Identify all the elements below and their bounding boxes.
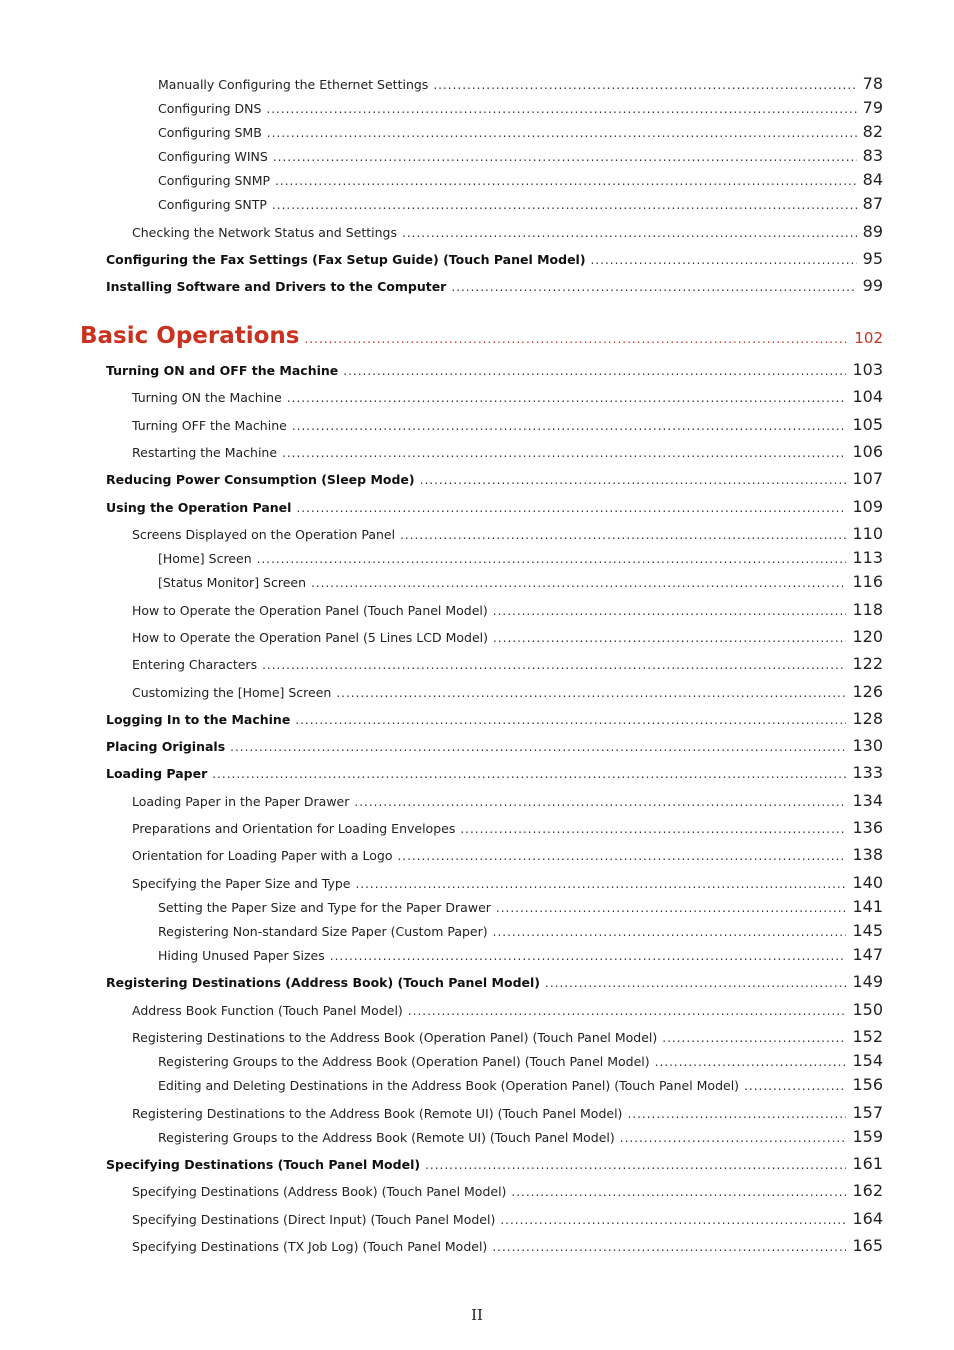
toc-entry-page: 126 bbox=[852, 682, 883, 701]
dot-leader bbox=[295, 714, 846, 726]
toc-entry-title: Using the Operation Panel bbox=[106, 500, 292, 515]
toc-entry[interactable] bbox=[132, 1209, 883, 1228]
toc-entry[interactable] bbox=[132, 1181, 883, 1200]
toc-entry-title: Specifying the Paper Size and Type bbox=[132, 876, 351, 891]
toc-entry-title: How to Operate the Operation Panel (Touch Panel Model) bbox=[132, 603, 488, 618]
toc-entry-title: Registering Destinations to the Address Book (Remote UI) (Touch Panel Model) bbox=[132, 1106, 623, 1121]
toc-entry[interactable] bbox=[158, 1127, 883, 1146]
toc-entry-page: 102 bbox=[854, 329, 883, 347]
toc-entry-title: Entering Characters bbox=[132, 657, 258, 672]
dot-leader bbox=[330, 950, 847, 962]
toc-entry-page: 134 bbox=[852, 791, 883, 810]
dot-leader bbox=[354, 796, 846, 808]
toc-entry[interactable] bbox=[132, 387, 883, 406]
toc-entry-page: 83 bbox=[862, 146, 883, 165]
toc-entry[interactable] bbox=[132, 442, 883, 461]
toc-entry-title: Registering Groups to the Address Book (Remote UI) (Touch Panel Model) bbox=[158, 1130, 615, 1145]
dot-leader bbox=[408, 1005, 847, 1017]
toc-entry-title: Specifying Destinations (Address Book) (Touch Panel Model) bbox=[132, 1184, 507, 1199]
toc-entry[interactable] bbox=[132, 627, 883, 646]
toc-entry[interactable] bbox=[132, 654, 883, 673]
dot-leader bbox=[500, 1214, 846, 1226]
toc-entry-page: 130 bbox=[852, 736, 883, 755]
toc-entry[interactable] bbox=[132, 873, 883, 892]
toc-entry[interactable] bbox=[132, 1236, 883, 1255]
dot-leader bbox=[287, 392, 847, 404]
chapter-heading[interactable] bbox=[80, 323, 883, 349]
toc-entry-title: Turning OFF the Machine bbox=[132, 418, 287, 433]
toc-entry-page: 133 bbox=[852, 763, 883, 782]
toc-entry[interactable] bbox=[106, 276, 883, 295]
toc-entry-page: 147 bbox=[852, 945, 883, 964]
toc-entry-title: Specifying Destinations (Touch Panel Model) bbox=[106, 1157, 421, 1172]
dot-leader bbox=[433, 79, 856, 91]
toc-entry[interactable] bbox=[106, 972, 883, 991]
toc-entry[interactable] bbox=[106, 249, 883, 268]
toc-entry[interactable] bbox=[158, 572, 883, 591]
toc-entry-page: 106 bbox=[852, 442, 883, 461]
dot-leader bbox=[620, 1132, 847, 1144]
toc-entry[interactable] bbox=[132, 1103, 883, 1122]
toc-entry[interactable] bbox=[106, 736, 883, 755]
toc-entry-page: 140 bbox=[852, 873, 883, 892]
dot-leader bbox=[257, 553, 847, 565]
dot-leader bbox=[311, 577, 846, 589]
toc-entry-page: 89 bbox=[862, 222, 883, 241]
toc-entry[interactable] bbox=[158, 1075, 883, 1094]
dot-leader bbox=[262, 659, 846, 671]
dot-leader bbox=[343, 365, 846, 377]
toc-entry-title: Preparations and Orientation for Loading Envelopes bbox=[132, 821, 456, 836]
dot-leader bbox=[545, 977, 846, 989]
toc-entry-page: 109 bbox=[852, 497, 883, 516]
toc-entry[interactable] bbox=[132, 415, 883, 434]
toc-entry-title: Basic Operations bbox=[80, 323, 300, 349]
toc-entry[interactable] bbox=[158, 548, 883, 567]
toc-entry-title: Installing Software and Drivers to the Computer bbox=[106, 279, 447, 294]
toc-entry-page: 87 bbox=[862, 194, 883, 213]
toc-entry-title: [Home] Screen bbox=[158, 551, 252, 566]
toc-entry-page: 118 bbox=[852, 600, 883, 619]
dot-leader bbox=[460, 823, 846, 835]
toc-entry-page: 99 bbox=[862, 276, 883, 295]
dot-leader bbox=[355, 878, 846, 890]
toc-entry-page: 128 bbox=[852, 709, 883, 728]
toc-entry[interactable] bbox=[158, 122, 883, 141]
toc-entry[interactable] bbox=[158, 170, 883, 189]
dot-leader bbox=[212, 768, 846, 780]
toc-entry[interactable] bbox=[158, 146, 883, 165]
toc-entry-page: 120 bbox=[852, 627, 883, 646]
dot-leader bbox=[402, 227, 857, 239]
toc-entry-page: 159 bbox=[852, 1127, 883, 1146]
dot-leader bbox=[493, 605, 847, 617]
dot-leader bbox=[272, 199, 857, 211]
toc-entry-title: [Status Monitor] Screen bbox=[158, 575, 307, 590]
toc-entry-title: Orientation for Loading Paper with a Logo bbox=[132, 848, 393, 863]
dot-leader bbox=[425, 1159, 846, 1171]
toc-entry-page: 79 bbox=[862, 98, 883, 117]
toc-entry[interactable] bbox=[158, 74, 883, 93]
toc-entry-title: Registering Groups to the Address Book (Operation Panel) (Touch Panel Model) bbox=[158, 1054, 650, 1069]
toc-entry-title: Registering Non-standard Size Paper (Custom Paper) bbox=[158, 924, 488, 939]
toc-entry-title: Specifying Destinations (Direct Input) (Touch Panel Model) bbox=[132, 1212, 496, 1227]
toc-entry-page: 157 bbox=[852, 1103, 883, 1122]
dot-leader bbox=[336, 687, 846, 699]
toc-entry-page: 136 bbox=[852, 818, 883, 837]
toc-entry-title: Placing Originals bbox=[106, 739, 226, 754]
dot-leader bbox=[230, 741, 846, 753]
dot-leader bbox=[627, 1108, 846, 1120]
toc-entry[interactable] bbox=[132, 845, 883, 864]
toc-entry[interactable] bbox=[106, 763, 883, 782]
toc-entry-page: 116 bbox=[852, 572, 883, 591]
toc-entry[interactable] bbox=[158, 945, 883, 964]
toc-entry[interactable] bbox=[132, 682, 883, 701]
toc-entry-title: Customizing the [Home] Screen bbox=[132, 685, 332, 700]
toc-entry-page: 84 bbox=[862, 170, 883, 189]
dot-leader bbox=[591, 254, 857, 266]
dot-leader bbox=[292, 420, 847, 432]
toc-entry-title: Configuring DNS bbox=[158, 101, 262, 116]
dot-leader bbox=[451, 281, 856, 293]
dot-leader bbox=[511, 1186, 846, 1198]
toc-entry-page: 82 bbox=[862, 122, 883, 141]
dot-leader bbox=[305, 333, 849, 345]
toc-entry[interactable] bbox=[132, 791, 883, 810]
toc-entry[interactable] bbox=[106, 469, 883, 488]
toc-entry-page: 150 bbox=[852, 1000, 883, 1019]
dot-leader bbox=[493, 632, 846, 644]
toc-entry-title: Setting the Paper Size and Type for the Paper Drawer bbox=[158, 900, 491, 915]
toc-entry-title: Turning ON the Machine bbox=[132, 390, 282, 405]
toc-entry[interactable] bbox=[132, 524, 883, 543]
toc-entry-title: Registering Destinations to the Address Book (Operation Panel) (Touch Panel Model) bbox=[132, 1030, 658, 1045]
toc-entry-title: Manually Configuring the Ethernet Settings bbox=[158, 77, 429, 92]
toc-entry[interactable] bbox=[132, 1000, 883, 1019]
toc-entry-title: Address Book Function (Touch Panel Model) bbox=[132, 1003, 403, 1018]
toc-entry[interactable] bbox=[106, 1154, 883, 1173]
toc-entry-page: 95 bbox=[862, 249, 883, 268]
toc-entry[interactable] bbox=[158, 921, 883, 940]
toc-entry-page: 161 bbox=[852, 1154, 883, 1173]
toc-entry[interactable] bbox=[158, 194, 883, 213]
dot-leader bbox=[492, 1241, 846, 1253]
toc-entry-page: 122 bbox=[852, 654, 883, 673]
toc-entry-page: 141 bbox=[852, 897, 883, 916]
dot-leader bbox=[744, 1080, 846, 1092]
toc-entry-title: Reducing Power Consumption (Sleep Mode) bbox=[106, 472, 415, 487]
toc-entry-page: 152 bbox=[852, 1027, 883, 1046]
toc-entry-title: Restarting the Machine bbox=[132, 445, 278, 460]
toc-entry-title: How to Operate the Operation Panel (5 Lines LCD Model) bbox=[132, 630, 488, 645]
toc-entry-page: 105 bbox=[852, 415, 883, 434]
toc-entry-title: Hiding Unused Paper Sizes bbox=[158, 948, 325, 963]
dot-leader bbox=[493, 926, 847, 938]
toc-entry[interactable] bbox=[106, 497, 883, 516]
toc-entry-page: 154 bbox=[852, 1051, 883, 1070]
toc-entry-page: 156 bbox=[852, 1075, 883, 1094]
toc-entry-title: Logging In to the Machine bbox=[106, 712, 291, 727]
toc-entry-page: 104 bbox=[852, 387, 883, 406]
toc-entry-page: 138 bbox=[852, 845, 883, 864]
toc-entry[interactable] bbox=[158, 1051, 883, 1070]
toc-entry-title: Configuring the Fax Settings (Fax Setup Guide) (Touch Panel Model) bbox=[106, 252, 586, 267]
toc-entry-title: Loading Paper bbox=[106, 766, 208, 781]
dot-leader bbox=[655, 1056, 847, 1068]
dot-leader bbox=[275, 175, 857, 187]
toc-entry-page: 78 bbox=[862, 74, 883, 93]
toc-entry-page: 145 bbox=[852, 921, 883, 940]
toc-entry[interactable] bbox=[158, 897, 883, 916]
dot-leader bbox=[420, 474, 847, 486]
dot-leader bbox=[266, 103, 856, 115]
toc-entry-title: Screens Displayed on the Operation Panel bbox=[132, 527, 396, 542]
toc-entry-title: Configuring SMB bbox=[158, 125, 262, 140]
toc-entry-title: Configuring SNMP bbox=[158, 173, 271, 188]
dot-leader bbox=[267, 127, 857, 139]
toc-entry-title: Specifying Destinations (TX Job Log) (Touch Panel Model) bbox=[132, 1239, 488, 1254]
toc-entry[interactable] bbox=[158, 98, 883, 117]
dot-leader bbox=[400, 529, 846, 541]
toc-entry-page: 162 bbox=[852, 1181, 883, 1200]
toc-entry[interactable] bbox=[132, 600, 883, 619]
toc-entry[interactable] bbox=[106, 709, 883, 728]
toc-entry-page: 110 bbox=[852, 524, 883, 543]
toc-entry[interactable] bbox=[132, 222, 883, 241]
dot-leader bbox=[662, 1032, 846, 1044]
toc-entry-page: 107 bbox=[852, 469, 883, 488]
dot-leader bbox=[496, 902, 847, 914]
toc-entry[interactable] bbox=[132, 1027, 883, 1046]
toc-entry-page: 164 bbox=[852, 1209, 883, 1228]
toc-entry-title: Turning ON and OFF the Machine bbox=[106, 363, 339, 378]
toc-entry-page: 165 bbox=[852, 1236, 883, 1255]
toc-entry-title: Editing and Deleting Destinations in the Address Book (Operation Panel) (Touch Panel Model) bbox=[158, 1078, 740, 1093]
toc-entry-page: 103 bbox=[852, 360, 883, 379]
toc-entry-page: 149 bbox=[852, 972, 883, 991]
dot-leader bbox=[397, 850, 846, 862]
toc-entry[interactable] bbox=[106, 360, 883, 379]
toc-entry-title: Configuring WINS bbox=[158, 149, 268, 164]
page-number: II bbox=[471, 1306, 483, 1324]
toc-entry-title: Loading Paper in the Paper Drawer bbox=[132, 794, 350, 809]
toc-entry[interactable] bbox=[132, 818, 883, 837]
toc-entry-page: 113 bbox=[852, 548, 883, 567]
toc-entry-title: Registering Destinations (Address Book) (Touch Panel Model) bbox=[106, 975, 540, 990]
dot-leader bbox=[273, 151, 857, 163]
dot-leader bbox=[282, 447, 846, 459]
toc-entry-title: Configuring SNTP bbox=[158, 197, 267, 212]
dot-leader bbox=[296, 502, 846, 514]
toc-entry-title: Checking the Network Status and Settings bbox=[132, 225, 397, 240]
